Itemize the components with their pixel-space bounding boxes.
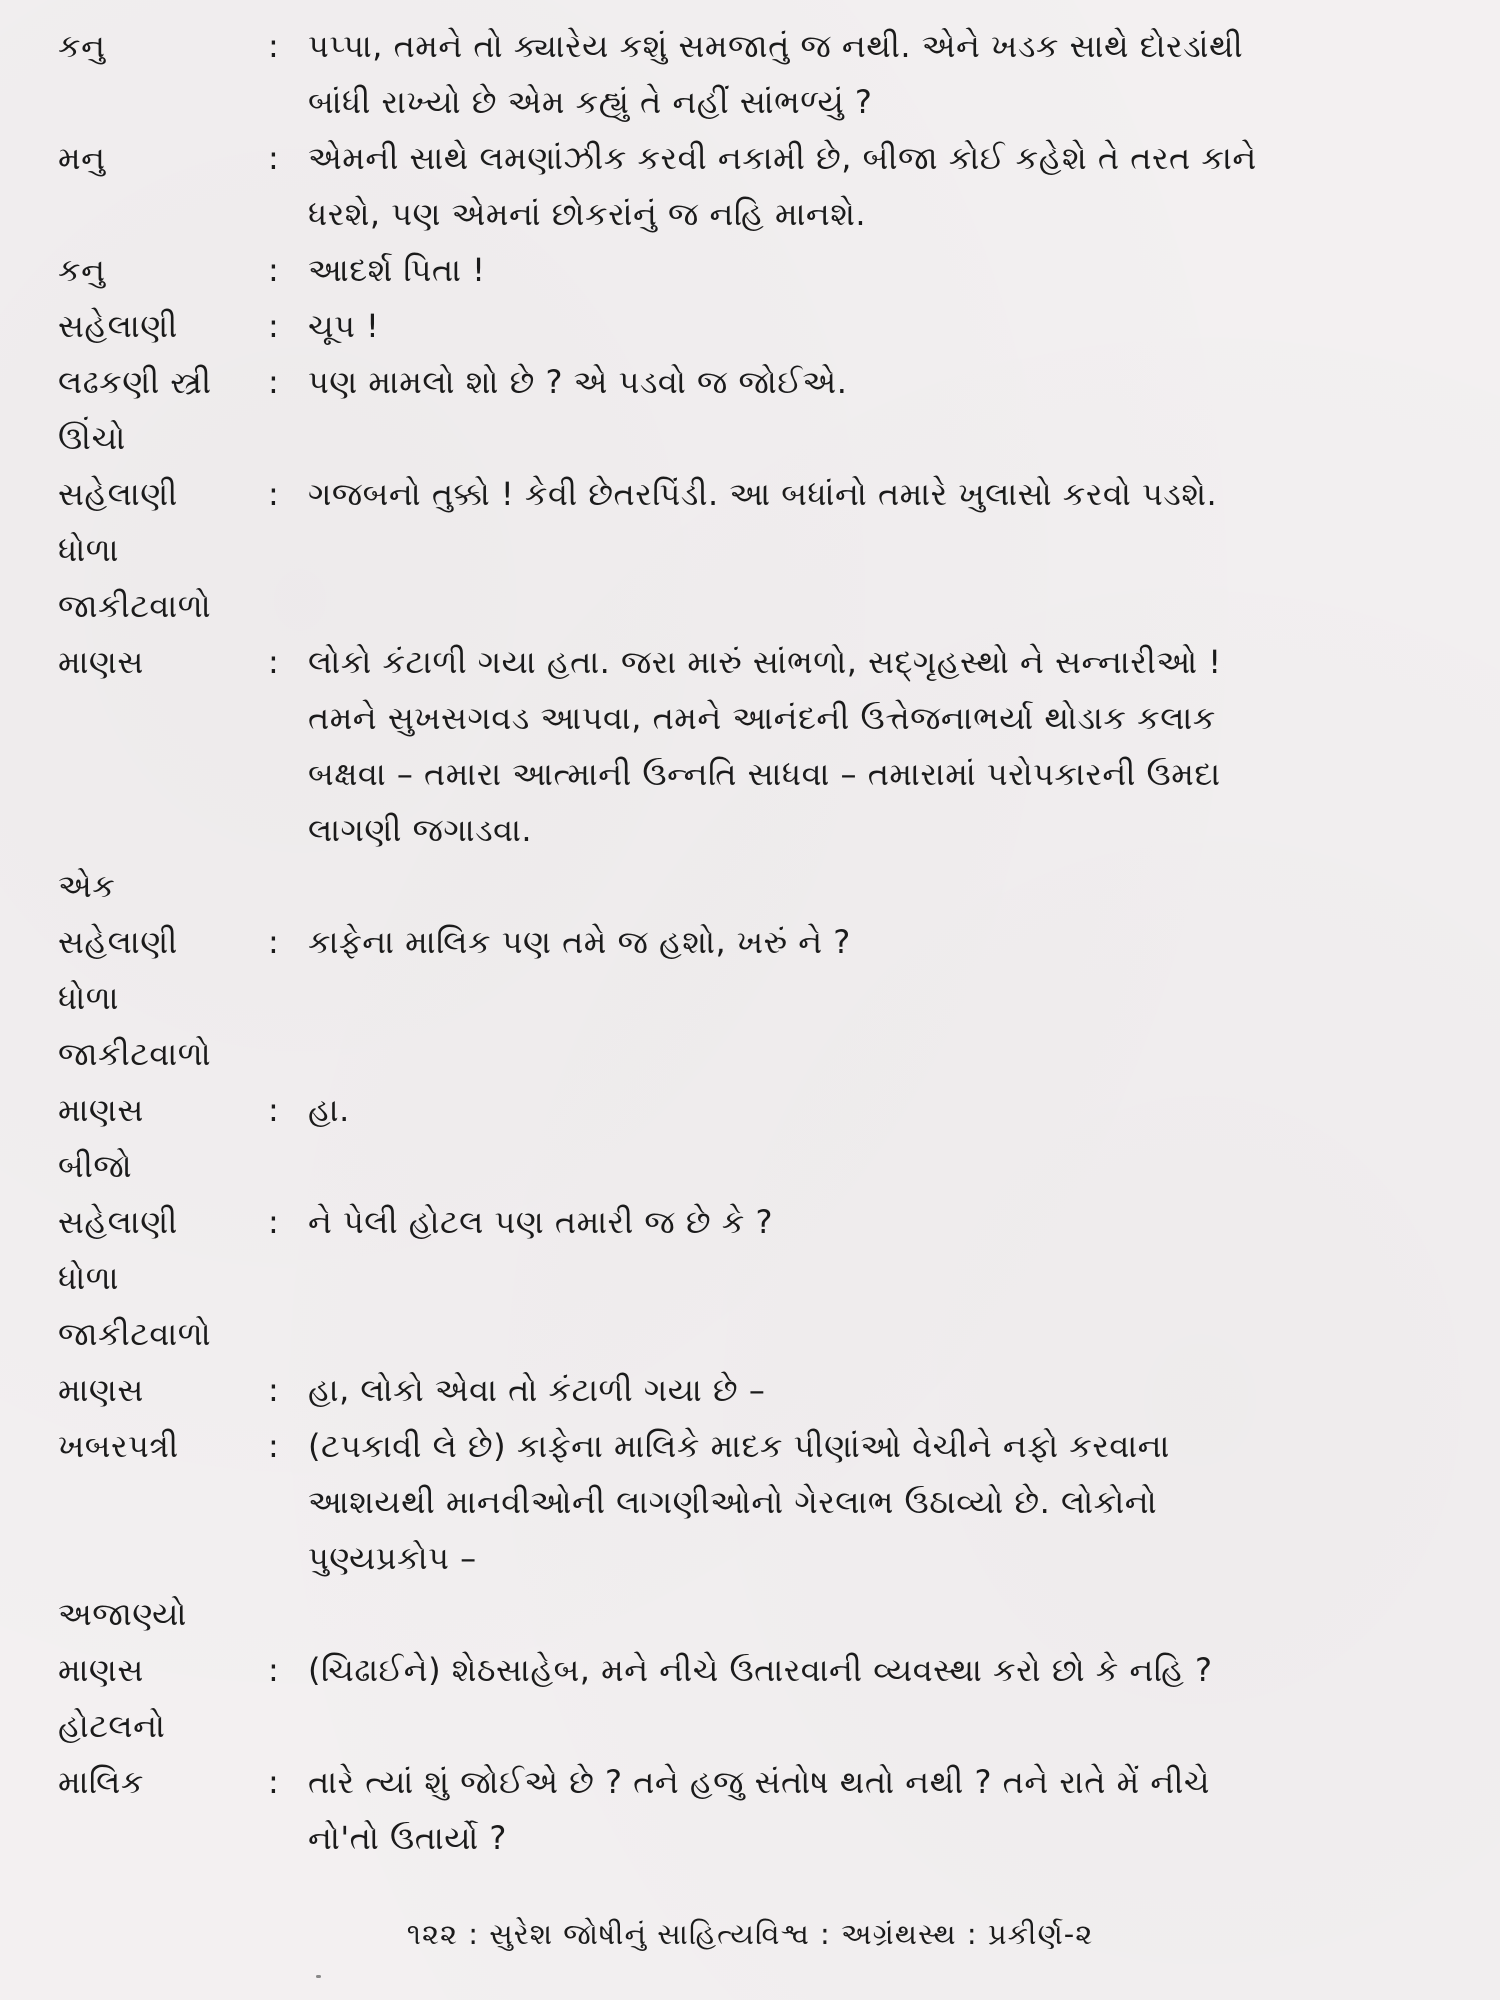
dialogue-text: પણ મામલો શો છે ? એ પડવો જ જોઈએ. [308, 363, 848, 401]
script-line [58, 1586, 1473, 1642]
speaker-name: માણસ [58, 643, 144, 681]
speaker-colon: : [268, 1203, 280, 1241]
script-line [58, 298, 1473, 354]
page-footer: ૧૨૨ : સુરેશ જોષીનું સાહિત્યવિશ્વ : અગ્રંથસ્થ : પ્રકીર્ણ-૨ [406, 1917, 1094, 1951]
dialogue-text: ગજબનો તુક્કો ! કેવી છેતરપિંડી. આ બધાંનો તમારે ખુલાસો કરવો પડશે. [308, 475, 1218, 513]
script-line [58, 914, 1473, 970]
dialogue-text: તારે ત્યાં શું જોઈએ છે ? તને હજુ સંતોષ થતો નથી ? તને રાતે મેં નીચે [308, 1763, 1210, 1801]
speaker-name: માણસ [58, 1651, 144, 1689]
speaker-colon: : [268, 1091, 280, 1129]
script-line [58, 1530, 1473, 1586]
script-line [58, 1082, 1473, 1138]
script-line [58, 1754, 1473, 1810]
dialogue-text: બક્ષવા – તમારા આત્માની ઉન્નતિ સાધવા – તમારામાં પરોપકારની ઉમદા [308, 755, 1221, 793]
script-line [58, 1138, 1473, 1194]
speaker-colon: : [268, 251, 280, 289]
speaker-name: ઊંચો [58, 419, 126, 457]
speaker-name: સહેલાણી [58, 475, 178, 513]
script-line [58, 970, 1473, 1026]
script-line [58, 466, 1473, 522]
speaker-name: ધોળા [58, 1259, 120, 1297]
dialogue-text: કાફેના માલિક પણ તમે જ હશો, ખરું ને ? [308, 923, 851, 961]
script-line [58, 802, 1473, 858]
speaker-name: માણસ [58, 1091, 144, 1129]
dialogue-text: તમને સુખસગવડ આપવા, તમને આનંદની ઉત્તેજનાભર્યા થોડાક કલાક [308, 699, 1216, 737]
speaker-name: ખબરપત્રી [58, 1427, 179, 1465]
script-line [58, 74, 1473, 130]
speaker-name: જાકીટવાળો [58, 1315, 212, 1353]
dialogue-text: ચૂપ ! [308, 307, 380, 345]
dialogue-text: આદર્શ પિતા ! [308, 251, 486, 289]
speaker-name: અજાણ્યો [58, 1595, 187, 1633]
script-line [58, 858, 1473, 914]
script-line [58, 186, 1473, 242]
speaker-name: કનુ [58, 251, 106, 289]
dialogue-text: લાગણી જગાડવા. [308, 811, 533, 849]
speaker-name: જાકીટવાળો [58, 1035, 212, 1073]
dialogue-text: ને પેલી હોટલ પણ તમારી જ છે કે ? [308, 1203, 773, 1241]
dialogue-text: (ટપકાવી લે છે) કાફેના માલિકે માદક પીણાંઓ વેચીને નફો કરવાના [308, 1427, 1170, 1465]
speaker-colon: : [268, 1371, 280, 1409]
script-line [58, 18, 1473, 74]
dialogue-text: આશયથી માનવીઓની લાગણીઓનો ગેરલાભ ઉઠાવ્યો છે. લોકોનો [308, 1483, 1158, 1521]
speaker-name: ધોળા [58, 979, 120, 1017]
speaker-name: કનુ [58, 27, 106, 65]
speaker-name: બીજો [58, 1147, 133, 1185]
script-line [58, 1362, 1473, 1418]
script-line [58, 1250, 1473, 1306]
speaker-name: એક [58, 867, 116, 905]
dialogue-text: બાંધી રાખ્યો છે એમ કહ્યું તે નહીં સાંભળ્યું ? [308, 83, 873, 121]
script-line [58, 522, 1473, 578]
dialogue-text: ધરશે, પણ એમનાં છોકરાંનું જ નહિ માનશે. [308, 195, 867, 233]
speaker-name: જાકીટવાળો [58, 587, 212, 625]
script-line [58, 354, 1473, 410]
speaker-colon: : [268, 643, 280, 681]
dialogue-text: હા, લોકો એવા તો કંટાળી ગયા છે – [308, 1371, 766, 1409]
play-script [58, 18, 1473, 1866]
speaker-name: માલિક [58, 1763, 144, 1801]
speaker-colon: : [268, 475, 280, 513]
speaker-name: લઢકણી સ્ત્રી [58, 363, 212, 401]
speaker-colon: : [268, 307, 280, 345]
dialogue-text: (ચિઢાઈને) શેઠસાહેબ, મને નીચે ઉતારવાની વ્યવસ્થા કરો છો કે નહિ ? [308, 1651, 1213, 1689]
script-line [58, 1026, 1473, 1082]
script-line [58, 242, 1473, 298]
script-line [58, 410, 1473, 466]
dialogue-text: હા. [308, 1091, 350, 1129]
speaker-colon: : [268, 1651, 280, 1689]
speaker-colon: : [268, 923, 280, 961]
speaker-colon: : [268, 139, 280, 177]
page-speck [316, 1975, 321, 1978]
dialogue-text: પુણ્યપ્રકોપ – [308, 1539, 477, 1577]
speaker-colon: : [268, 1763, 280, 1801]
dialogue-text: પપ્પા, તમને તો ક્યારેય કશું સમજાતું જ નથી. એને ખડક સાથે દોરડાંથી [308, 27, 1244, 65]
dialogue-text: નો'તો ઉતાર્યો ? [308, 1819, 507, 1857]
speaker-colon: : [268, 1427, 280, 1465]
script-line [58, 1810, 1473, 1866]
speaker-name: સહેલાણી [58, 923, 178, 961]
script-line [58, 1642, 1473, 1698]
script-line [58, 1418, 1473, 1474]
speaker-name: સહેલાણી [58, 1203, 178, 1241]
script-line [58, 1306, 1473, 1362]
speaker-colon: : [268, 27, 280, 65]
speaker-colon: : [268, 363, 280, 401]
script-line [58, 746, 1473, 802]
speaker-name: સહેલાણી [58, 307, 178, 345]
speaker-name: મનુ [58, 139, 106, 177]
speaker-name: હોટલનો [58, 1707, 166, 1745]
script-line [58, 578, 1473, 634]
script-line [58, 1698, 1473, 1754]
speaker-name: ધોળા [58, 531, 120, 569]
speaker-name: માણસ [58, 1371, 144, 1409]
dialogue-text: એમની સાથે લમણાંઝીક કરવી નકામી છે, બીજા કોઈ કહેશે તે તરત કાને [308, 139, 1257, 177]
script-line [58, 130, 1473, 186]
script-line [58, 1474, 1473, 1530]
script-line [58, 1194, 1473, 1250]
script-line [58, 690, 1473, 746]
script-line [58, 634, 1473, 690]
dialogue-text: લોકો કંટાળી ગયા હતા. જરા મારું સાંભળો, સદ્ગૃહસ્થો ને સન્નારીઓ ! [308, 643, 1222, 681]
